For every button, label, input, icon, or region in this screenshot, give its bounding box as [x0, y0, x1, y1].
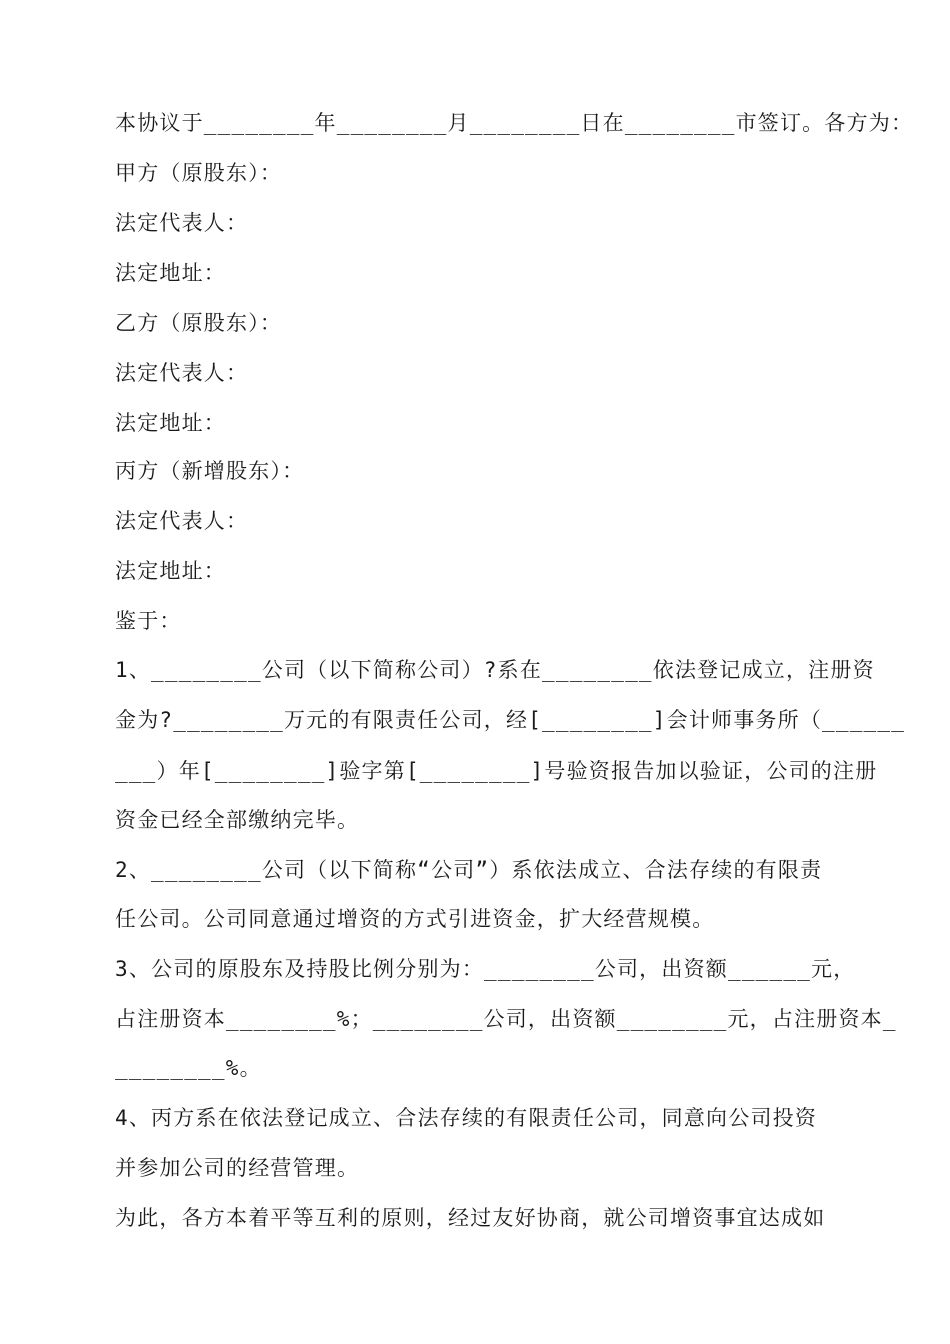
- clause-4-line-1: 4、丙方系在依法登记成立、合法存续的有限责任公司，同意向公司投资: [115, 1106, 818, 1130]
- clause-1-line-2: 金为?________万元的有限责任公司，经[________]会计师事务所（______: [115, 708, 906, 732]
- party-b-representative: 法定代表人：: [115, 361, 249, 385]
- party-c-heading: 丙方（新增股东）：: [115, 459, 305, 483]
- clause-3-line-1: 3、公司的原股东及持股比例分别为：________公司，出资额______元，: [115, 957, 856, 981]
- clause-1-line-4: 资金已经全部缴纳完毕。: [115, 808, 360, 832]
- clause-1-line-1: 1、________公司（以下简称公司）?系在________依法登记成立，注册资: [115, 658, 875, 682]
- clause-2-line-1: 2、________公司（以下简称“公司”）系依法成立、合法存续的有限责: [115, 858, 823, 882]
- signing-date-line: 本协议于________年________月________日在________市签订。各方为：: [115, 111, 914, 135]
- whereas-heading: 鉴于：: [115, 609, 182, 633]
- clause-4-line-2: 并参加公司的经营管理。: [115, 1156, 360, 1180]
- clause-2-line-2: 任公司。公司同意通过增资的方式引进资金，扩大经营规模。: [115, 907, 715, 931]
- party-a-address: 法定地址：: [115, 261, 226, 285]
- party-c-address: 法定地址：: [115, 559, 226, 583]
- clause-3-line-2: 占注册资本________%；________公司，出资额________元，占注册资本_: [115, 1007, 897, 1031]
- clause-3-line-3: ________%。: [115, 1056, 262, 1080]
- agreement-intro-line: 为此，各方本着平等互利的原则，经过友好协商，就公司增资事宜达成如: [115, 1206, 826, 1230]
- party-b-heading: 乙方（原股东）：: [115, 311, 283, 335]
- party-a-heading: 甲方（原股东）：: [115, 161, 283, 185]
- clause-1-line-3: ___）年[________]验字第[________]号验资报告加以验证，公司的注册: [115, 759, 878, 783]
- party-c-representative: 法定代表人：: [115, 509, 249, 533]
- party-b-address: 法定地址：: [115, 411, 226, 435]
- party-a-representative: 法定代表人：: [115, 211, 249, 235]
